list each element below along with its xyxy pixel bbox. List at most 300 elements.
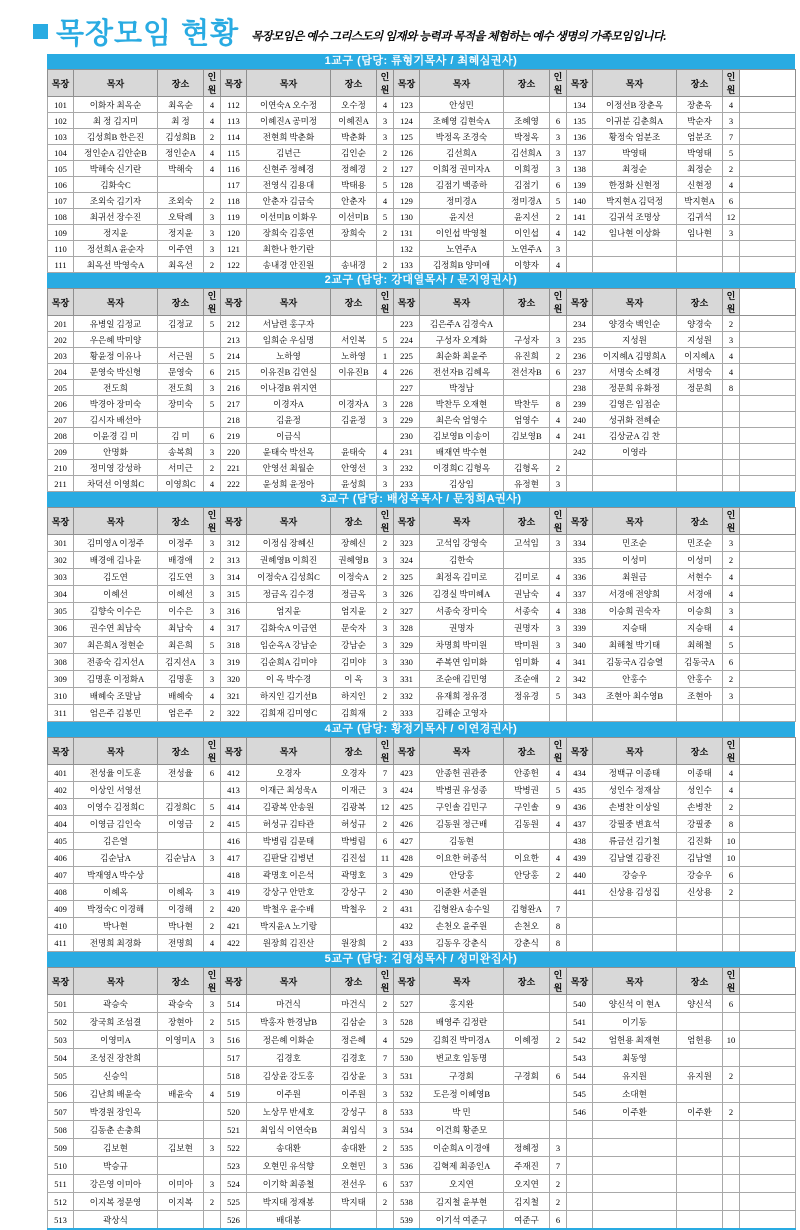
cell-mokjang: 213 [221, 332, 247, 348]
cell-inwon: 2 [204, 552, 221, 569]
cell-mokjang: 407 [48, 867, 74, 884]
cell-mokja: 김향숙 이수은 [74, 603, 158, 620]
cell-inwon: 4 [550, 225, 567, 241]
cell-mokjang: 205 [48, 380, 74, 396]
cell-jangso: 권혜영B [331, 552, 377, 569]
cell-mokja: 권명자 [420, 620, 504, 637]
cell-mokjang [567, 257, 593, 273]
cell-inwon [204, 1067, 221, 1085]
cell-mokjang: 230 [394, 428, 420, 444]
header-jangso: 장소 [158, 289, 204, 316]
cell-inwon: 6 [377, 1175, 394, 1193]
cell-jangso: 전명희 [158, 935, 204, 952]
cell-inwon: 2 [204, 705, 221, 722]
cell-empty [740, 129, 796, 145]
table-row [48, 586, 796, 603]
cell-empty [740, 620, 796, 637]
cell-mokjang: 120 [221, 225, 247, 241]
cell-mokja: 안종헌 권관중 [420, 765, 504, 782]
cell-jangso: 엄은주 [158, 705, 204, 722]
cell-mokjang: 424 [394, 782, 420, 799]
cell-mokja: 손병찬 이상일 [593, 799, 677, 816]
cell-mokjang: 140 [567, 193, 593, 209]
cell-mokja: 조외숙 김기자 [74, 193, 158, 209]
cell-empty [740, 1193, 796, 1211]
cell-inwon: 6 [204, 364, 221, 380]
table-row [48, 765, 796, 782]
cell-mokja: 박 민 [420, 1103, 504, 1121]
cell-inwon: 3 [204, 884, 221, 901]
cell-mokja: 김지철 윤부현 [420, 1193, 504, 1211]
cell-mokja: 지성원 [593, 332, 677, 348]
cell-mokja: 김난희 배윤숙 [74, 1085, 158, 1103]
cell-inwon: 4 [377, 1031, 394, 1049]
header-inwon: 인원 [204, 289, 221, 316]
cell-mokja: 김선희A [420, 145, 504, 161]
cell-mokja: 김은열 [74, 833, 158, 850]
cell-mokja: 김윤정 [247, 412, 331, 428]
cell-jangso [677, 1193, 723, 1211]
table-row [48, 620, 796, 637]
cell-mokjang: 242 [567, 444, 593, 460]
table-row [48, 1175, 796, 1193]
cell-jangso: 김미로 [504, 569, 550, 586]
cell-mokjang [567, 901, 593, 918]
cell-mokjang: 139 [567, 177, 593, 193]
cell-mokja: 허성규 김타관 [247, 816, 331, 833]
cell-jangso: 신현정 [677, 177, 723, 193]
cell-inwon: 3 [377, 1085, 394, 1103]
cell-mokja: 이지복 정문영 [74, 1193, 158, 1211]
cell-jangso: 김성희B [158, 129, 204, 145]
cell-mokjang: 503 [48, 1031, 74, 1049]
cell-mokja: 김형완A 송수일 [420, 901, 504, 918]
cell-inwon: 3 [377, 782, 394, 799]
cell-mokja: 유재희 정유경 [420, 688, 504, 705]
cell-jangso: 김정희C [158, 799, 204, 816]
cell-empty [740, 460, 796, 476]
header-empty [740, 70, 796, 97]
cell-inwon [204, 1103, 221, 1121]
cell-mokjang: 514 [221, 995, 247, 1013]
header-inwon: 인원 [550, 738, 567, 765]
cell-jangso: 김미야 [331, 654, 377, 671]
cell-mokja [593, 1175, 677, 1193]
cell-empty [740, 380, 796, 396]
cell-mokjang: 332 [394, 688, 420, 705]
cell-mokja: 임희순 우심명 [247, 332, 331, 348]
table-row [48, 688, 796, 705]
cell-mokjang: 525 [221, 1193, 247, 1211]
cell-mokja: 이경희C 김형옥 [420, 460, 504, 476]
cell-empty [740, 850, 796, 867]
header-mokja: 목자 [420, 289, 504, 316]
cell-jangso: 박영태 [677, 145, 723, 161]
header-inwon: 인원 [204, 738, 221, 765]
cell-inwon: 2 [204, 129, 221, 145]
cell-jangso: 성인수 [677, 782, 723, 799]
cell-empty [740, 586, 796, 603]
cell-mokjang: 134 [567, 97, 593, 113]
table-row [48, 348, 796, 364]
cell-empty [740, 145, 796, 161]
header-mokja: 목자 [593, 289, 677, 316]
cell-jangso: 김지철 [504, 1193, 550, 1211]
cell-jangso: 이지복 [158, 1193, 204, 1211]
cell-jangso: 전선우 [331, 1175, 377, 1193]
header-mokjang: 목장 [48, 508, 74, 535]
cell-mokjang: 313 [221, 552, 247, 569]
cell-mokja: 정백규 이종태 [593, 765, 677, 782]
cell-jangso: 이주환 [677, 1103, 723, 1121]
cell-inwon: 6 [723, 995, 740, 1013]
cell-jangso [504, 995, 550, 1013]
cell-inwon: 3 [377, 113, 394, 129]
cell-inwon: 3 [204, 569, 221, 586]
header-inwon: 인원 [377, 70, 394, 97]
cell-inwon [723, 901, 740, 918]
cell-inwon: 8 [723, 816, 740, 833]
cell-jangso [677, 1013, 723, 1031]
cell-mokjang: 339 [567, 620, 593, 637]
cell-mokjang: 418 [221, 867, 247, 884]
cell-mokja: 하지인 김기선B [247, 688, 331, 705]
cell-mokjang: 201 [48, 316, 74, 332]
table-row [48, 241, 796, 257]
cell-mokjang: 314 [221, 569, 247, 586]
header-mokjang: 목장 [567, 289, 593, 316]
cell-inwon: 2 [377, 535, 394, 552]
cell-mokjang: 233 [394, 476, 420, 492]
cell-inwon [377, 241, 394, 257]
cell-inwon: 3 [723, 688, 740, 705]
cell-mokjang: 539 [394, 1211, 420, 1230]
cell-mokja: 박홍자 한경남B [247, 1013, 331, 1031]
cell-jangso: 김상윤 [331, 1067, 377, 1085]
cell-jangso: 이 옥 [331, 671, 377, 688]
cell-mokjang: 311 [48, 705, 74, 722]
cell-jangso [158, 177, 204, 193]
cell-jangso: 박병림 [331, 833, 377, 850]
cell-inwon: 2 [550, 1175, 567, 1193]
cell-mokjang [567, 1193, 593, 1211]
cell-jangso: 안영선 [331, 460, 377, 476]
cell-inwon: 4 [723, 620, 740, 637]
cell-mokja: 김동춘 손충희 [74, 1121, 158, 1139]
cell-inwon: 5 [377, 332, 394, 348]
cell-inwon: 4 [204, 161, 221, 177]
section-table [47, 737, 796, 952]
table-row [48, 460, 796, 476]
cell-mokjang: 122 [221, 257, 247, 273]
cell-inwon: 8 [550, 396, 567, 412]
cell-inwon: 4 [550, 412, 567, 428]
cell-inwon: 2 [723, 1103, 740, 1121]
cell-mokjang: 440 [567, 867, 593, 884]
cell-mokjang: 541 [567, 1013, 593, 1031]
cell-mokja: 조혜영 김현숙A [420, 113, 504, 129]
cell-jangso: 이영미A [158, 1031, 204, 1049]
cell-mokja: 서종숙 장미숙 [420, 603, 504, 620]
table-row [48, 535, 796, 552]
cell-jangso: 정혜경 [331, 161, 377, 177]
section-2 [47, 273, 795, 492]
cell-inwon: 4 [204, 145, 221, 161]
cell-mokja: 김한숙 [420, 552, 504, 569]
cell-jangso: 이승희 [677, 603, 723, 620]
cell-inwon: 2 [377, 225, 394, 241]
cell-mokjang: 334 [567, 535, 593, 552]
cell-empty [740, 816, 796, 833]
cell-inwon: 3 [204, 535, 221, 552]
cell-mokja: 김명훈 이정화A [74, 671, 158, 688]
cell-mokjang: 428 [394, 850, 420, 867]
cell-inwon: 4 [723, 765, 740, 782]
cell-inwon: 4 [204, 935, 221, 952]
cell-mokjang: 119 [221, 209, 247, 225]
cell-jangso: 박춘화 [331, 129, 377, 145]
cell-inwon: 2 [550, 1031, 567, 1049]
cell-empty [740, 1175, 796, 1193]
table-row [48, 1031, 796, 1049]
header-mokja: 목자 [247, 968, 331, 995]
cell-mokja: 양신석 이 현A [593, 995, 677, 1013]
cell-inwon: 6 [550, 364, 567, 380]
cell-empty [740, 476, 796, 492]
cell-jangso: 이정주 [158, 535, 204, 552]
cell-inwon [550, 833, 567, 850]
cell-inwon: 3 [204, 671, 221, 688]
cell-mokja: 이혜옥 [74, 884, 158, 901]
cell-mokjang: 223 [394, 316, 420, 332]
cell-mokja: 도은정 이혜영B [420, 1085, 504, 1103]
cell-mokjang: 241 [567, 428, 593, 444]
cell-jangso [158, 1121, 204, 1139]
cell-jangso: 김동원 [504, 816, 550, 833]
header-mokjang: 목장 [221, 968, 247, 995]
cell-mokja [593, 705, 677, 722]
cell-mokja: 박정남 [420, 380, 504, 396]
cell-mokja: 조순애 김민영 [420, 671, 504, 688]
cell-inwon: 3 [377, 460, 394, 476]
cell-inwon [723, 412, 740, 428]
table-row [48, 603, 796, 620]
cell-inwon: 5 [550, 782, 567, 799]
cell-jangso: 양신석 [677, 995, 723, 1013]
section-banner: 3교구 (담당: 배성옥목사 / 문정희A권사) [47, 492, 795, 507]
cell-inwon [550, 552, 567, 569]
cell-jangso: 김남열 [677, 850, 723, 867]
cell-jangso [504, 833, 550, 850]
cell-mokja: 엄은주 김봉민 [74, 705, 158, 722]
cell-mokjang: 307 [48, 637, 74, 654]
cell-mokjang: 130 [394, 209, 420, 225]
cell-inwon: 2 [723, 552, 740, 569]
cell-mokjang: 210 [48, 460, 74, 476]
cell-jangso: 배윤숙 [158, 1085, 204, 1103]
cell-inwon: 4 [204, 1085, 221, 1103]
cell-jangso: 이요한 [504, 850, 550, 867]
cell-inwon: 3 [550, 476, 567, 492]
cell-jangso [677, 705, 723, 722]
cell-mokja: 정미영 강성하 [74, 460, 158, 476]
cell-mokja: 차명희 박미원 [420, 637, 504, 654]
cell-inwon: 2 [377, 257, 394, 273]
cell-mokja: 전영식 김용대 [247, 177, 331, 193]
cell-mokja: 한정화 신현정 [593, 177, 677, 193]
cell-jangso: 최 정 [158, 113, 204, 129]
cell-inwon: 4 [723, 364, 740, 380]
table-row [48, 396, 796, 412]
cell-inwon: 3 [723, 603, 740, 620]
cell-empty [740, 1211, 796, 1230]
cell-inwon [204, 1121, 221, 1139]
cell-mokjang: 319 [221, 654, 247, 671]
cell-jangso: 김점기 [504, 177, 550, 193]
cell-jangso: 오현민 [331, 1157, 377, 1175]
cell-mokja: 이건희 황준모 [420, 1121, 504, 1139]
cell-mokja: 이정숙A 김성희C [247, 569, 331, 586]
cell-mokjang: 102 [48, 113, 74, 129]
header-mokjang: 목장 [48, 968, 74, 995]
cell-jangso: 장미숙 [158, 396, 204, 412]
cell-empty [740, 1067, 796, 1085]
cell-mokja: 박경원 장인옥 [74, 1103, 158, 1121]
cell-mokja: 변교호 임동명 [420, 1049, 504, 1067]
cell-mokjang: 301 [48, 535, 74, 552]
cell-jangso [677, 935, 723, 952]
cell-jangso [677, 444, 723, 460]
cell-mokja: 박나현 [74, 918, 158, 935]
cell-inwon: 2 [377, 145, 394, 161]
cell-jangso: 정혜정 [504, 1139, 550, 1157]
cell-mokja: 유지원 [593, 1067, 677, 1085]
cell-jangso [677, 396, 723, 412]
cell-jangso: 최임식 [331, 1121, 377, 1139]
header-inwon: 인원 [377, 508, 394, 535]
cell-inwon: 3 [550, 129, 567, 145]
cell-inwon: 5 [204, 348, 221, 364]
cell-jangso: 정지윤 [158, 225, 204, 241]
header-mokja: 목자 [420, 968, 504, 995]
table-row [48, 1139, 796, 1157]
cell-mokja: 전도희 [74, 380, 158, 396]
cell-mokja: 정은혜 이화순 [247, 1031, 331, 1049]
cell-jangso: 곽명호 [331, 867, 377, 884]
cell-mokjang: 221 [221, 460, 247, 476]
cell-jangso: 노연주A [504, 241, 550, 257]
cell-mokja [593, 1157, 677, 1175]
cell-inwon: 2 [550, 671, 567, 688]
cell-inwon: 1 [377, 348, 394, 364]
cell-mokja: 이주원 [247, 1085, 331, 1103]
cell-empty [740, 348, 796, 364]
section-table [47, 967, 796, 1230]
cell-inwon [723, 1175, 740, 1193]
cell-mokjang [567, 935, 593, 952]
cell-mokjang: 401 [48, 765, 74, 782]
cell-mokjang: 226 [394, 364, 420, 380]
header-mokjang: 목장 [221, 70, 247, 97]
cell-mokjang: 109 [48, 225, 74, 241]
cell-jangso: 안홍수 [677, 671, 723, 688]
cell-mokjang: 214 [221, 348, 247, 364]
table-row [48, 884, 796, 901]
cell-mokja: 조성진 장찬희 [74, 1049, 158, 1067]
cell-mokja: 김미영A 이정주 [74, 535, 158, 552]
cell-mokja: 노하영 [247, 348, 331, 364]
title-square-icon [33, 24, 48, 39]
cell-mokjang: 135 [567, 113, 593, 129]
cell-mokjang: 527 [394, 995, 420, 1013]
cell-inwon: 10 [723, 1031, 740, 1049]
cell-inwon: 4 [723, 177, 740, 193]
cell-inwon: 2 [377, 161, 394, 177]
cell-inwon: 5 [550, 193, 567, 209]
table-row [48, 113, 796, 129]
title-bar [33, 10, 800, 52]
cell-mokjang: 507 [48, 1103, 74, 1121]
cell-mokjang: 113 [221, 113, 247, 129]
cell-inwon: 7 [723, 129, 740, 145]
header-inwon: 인원 [550, 968, 567, 995]
cell-jangso: 김보현 [158, 1139, 204, 1157]
header-mokjang: 목장 [567, 508, 593, 535]
cell-mokjang: 341 [567, 654, 593, 671]
cell-inwon: 7 [377, 1049, 394, 1067]
table-row [48, 654, 796, 671]
cell-jangso: 강필중 [677, 816, 723, 833]
cell-mokja: 송대환 [247, 1139, 331, 1157]
table-row [48, 332, 796, 348]
cell-jangso: 김희재 [331, 705, 377, 722]
header-empty [740, 289, 796, 316]
cell-mokjang: 316 [221, 603, 247, 620]
cell-jangso [331, 316, 377, 332]
cell-jangso: 윤지선 [504, 209, 550, 225]
header-mokja: 목자 [74, 968, 158, 995]
header-mokja: 목자 [593, 70, 677, 97]
cell-mokja: 임나현 이상화 [593, 225, 677, 241]
cell-mokja: 정미경A [420, 193, 504, 209]
header-mokjang: 목장 [48, 289, 74, 316]
header-jangso: 장소 [677, 508, 723, 535]
cell-inwon: 3 [204, 1031, 221, 1049]
cell-mokjang [567, 1139, 593, 1157]
cell-inwon: 5 [377, 209, 394, 225]
cell-jangso: 이혜정 [504, 1031, 550, 1049]
cell-mokjang: 333 [394, 705, 420, 722]
cell-mokjang: 212 [221, 316, 247, 332]
cell-mokja: 성귀화 전혜순 [593, 412, 677, 428]
header-mokja: 목자 [247, 289, 331, 316]
cell-jangso: 이주원 [331, 1085, 377, 1103]
cell-mokjang: 508 [48, 1121, 74, 1139]
cell-inwon: 5 [377, 177, 394, 193]
cell-inwon: 12 [723, 209, 740, 225]
cell-inwon: 4 [377, 444, 394, 460]
cell-jangso: 김동국A [677, 654, 723, 671]
cell-mokja: 배영주 김정란 [420, 1013, 504, 1031]
cell-jangso [677, 460, 723, 476]
cell-mokja: 박찬두 오재현 [420, 396, 504, 412]
cell-mokjang: 323 [394, 535, 420, 552]
cell-mokjang: 422 [221, 935, 247, 952]
cell-mokja: 이영미A [74, 1031, 158, 1049]
header-mokjang: 목장 [567, 738, 593, 765]
cell-mokja: 서남련 홍구자 [247, 316, 331, 332]
cell-inwon: 3 [377, 671, 394, 688]
